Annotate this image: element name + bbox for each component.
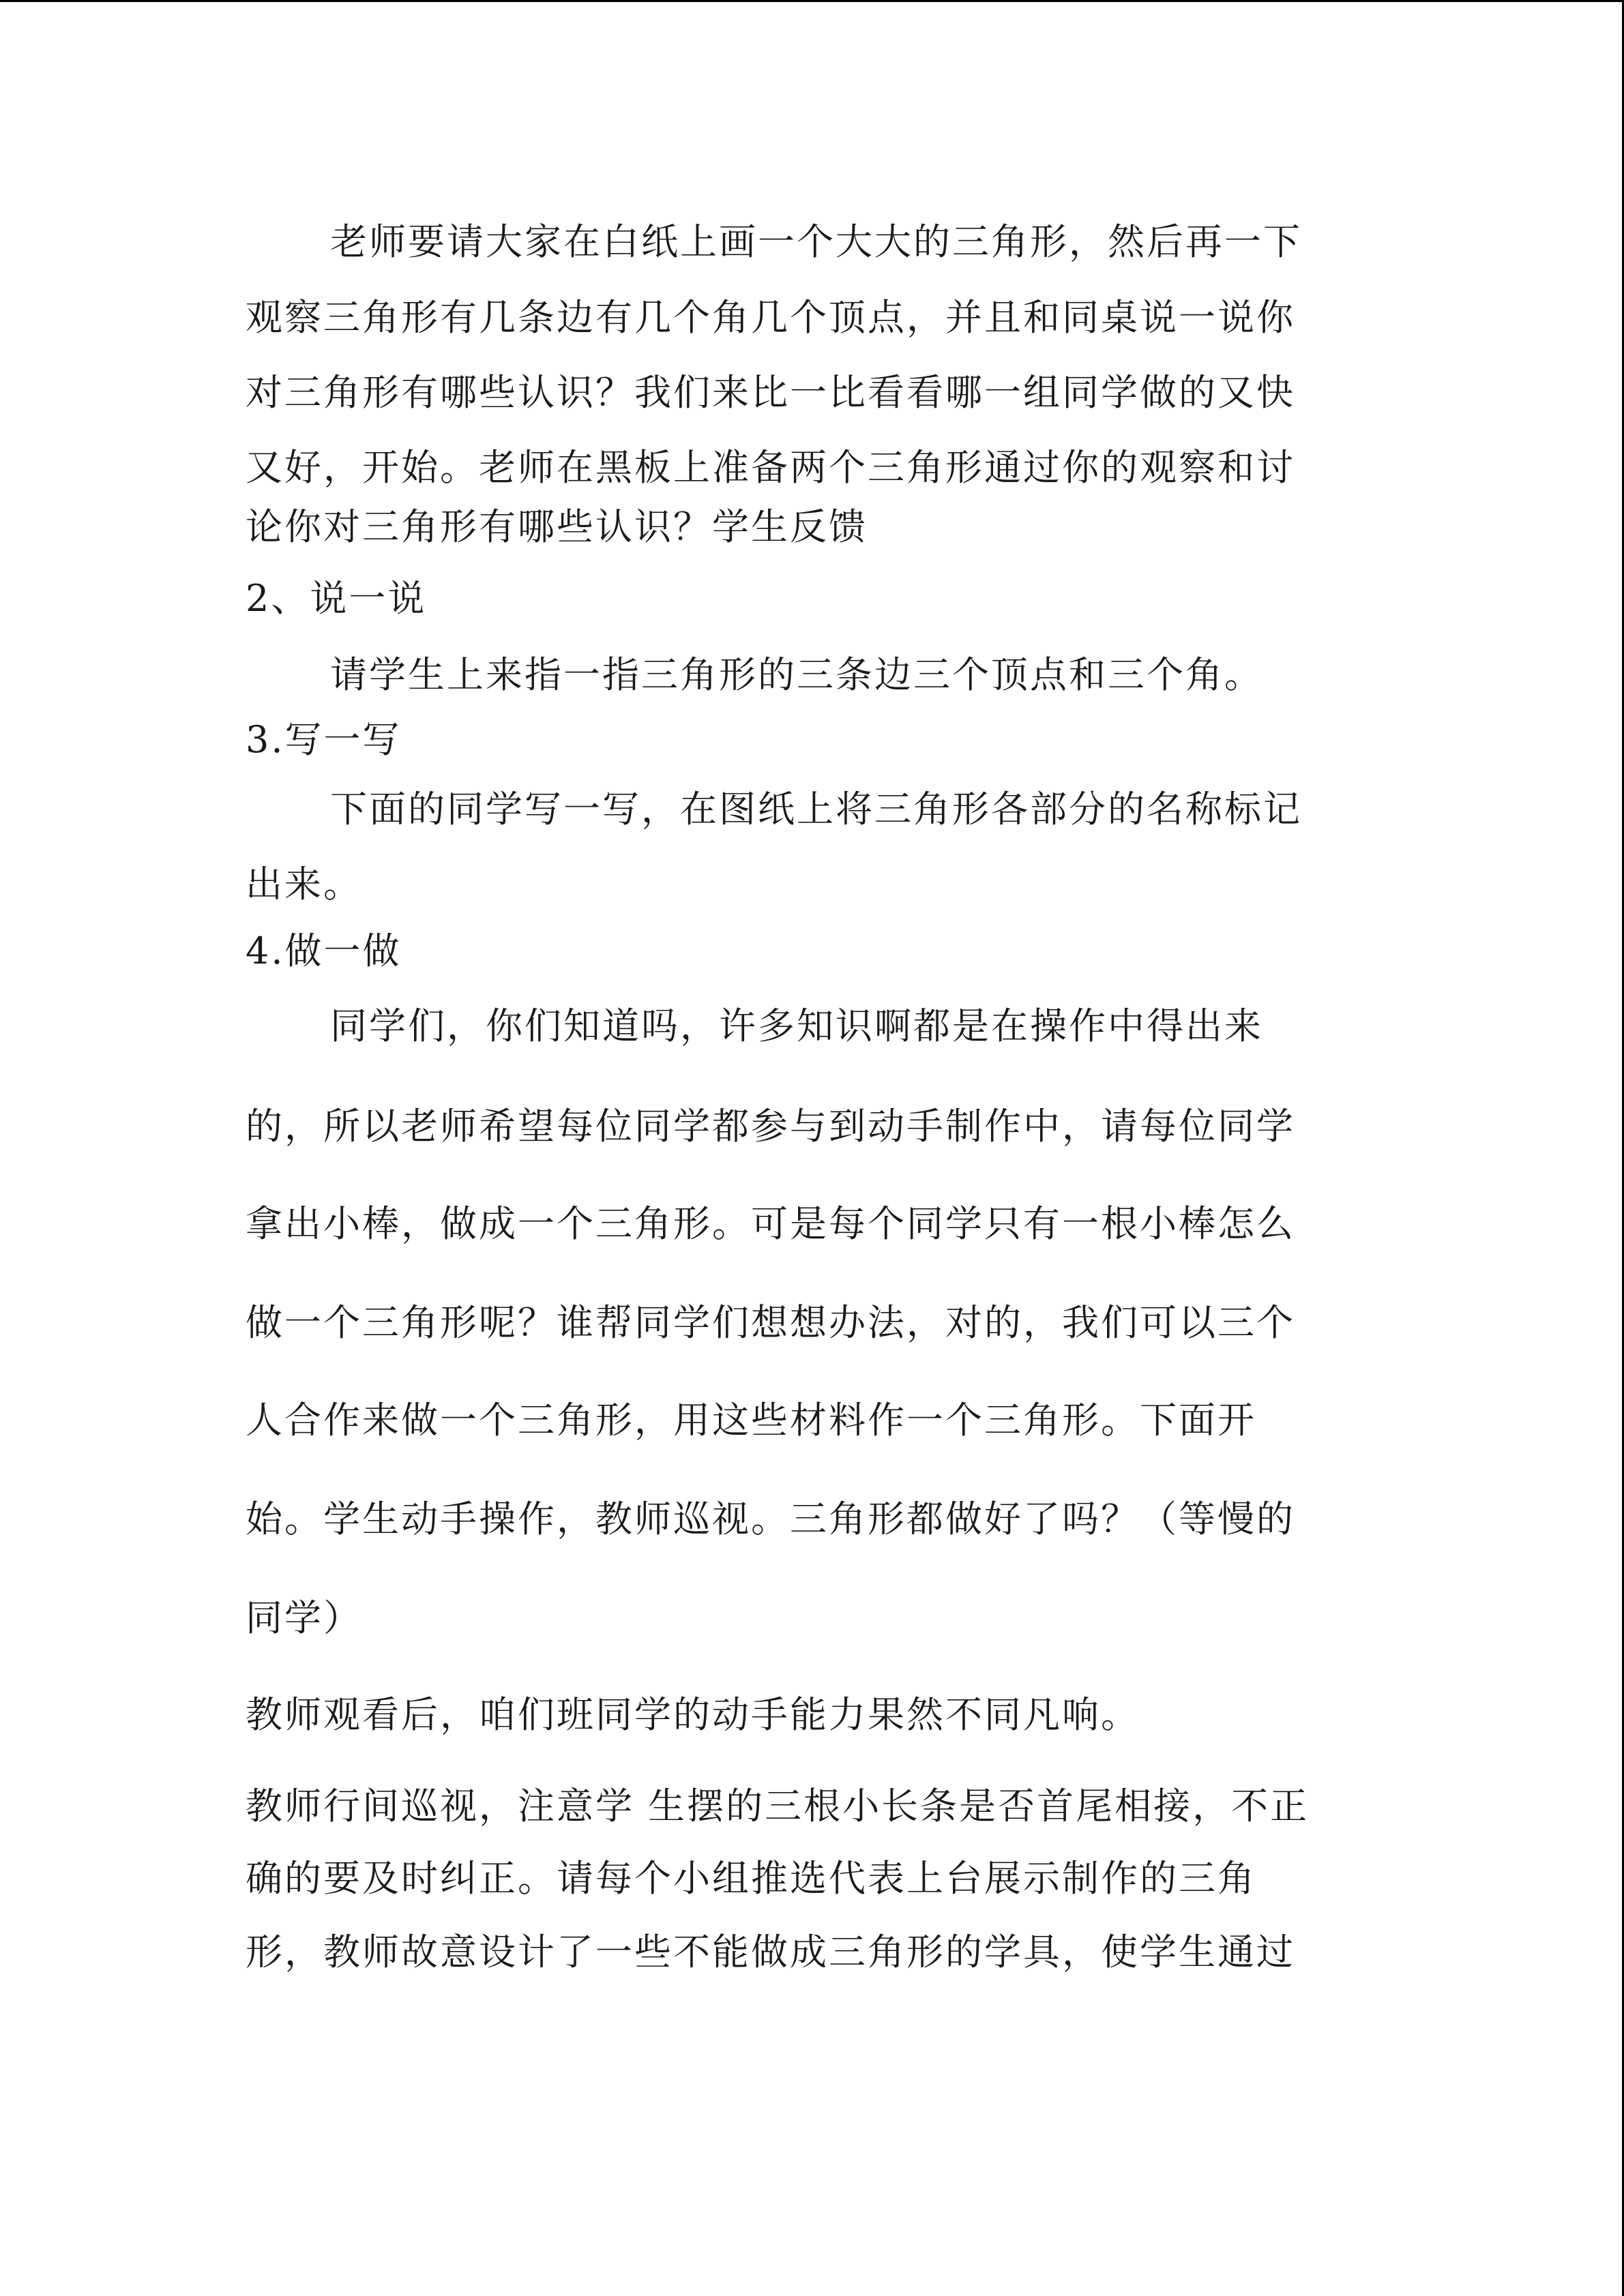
text-line: 做一个三角形呢？谁帮同学们想想办法，对的，我们可以三个 (246, 1301, 1295, 1344)
text-line: 教师行间巡视，注意学 生摆的三根小长条是否首尾相接，不正 (246, 1785, 1310, 1828)
section-heading: 2、说一说 (246, 577, 427, 620)
text-line: 对三角形有哪些认识？我们来比一比看看哪一组同学做的又快 (246, 371, 1295, 414)
text-line: 同学们，你们知道吗，许多知识啊都是在操作中得出来 (330, 1004, 1263, 1047)
text-line: 请学生上来指一指三角形的三条边三个顶点和三个角。 (330, 653, 1263, 696)
text-line: 又好，开始。老师在黑板上准备两个三角形通过你的观察和讨 (246, 446, 1295, 489)
text-line: 观察三角形有几条边有几个角几个顶点，并且和同桌说一说你 (246, 296, 1295, 339)
text-line: 确的要及时纠正。请每个小组推选代表上台展示制作的三角 (246, 1857, 1256, 1900)
text-line: 老师要请大家在白纸上画一个大大的三角形，然后再一下 (330, 220, 1302, 263)
text-line: 人合作来做一个三角形，用这些材料作一个三角形。下面开 (246, 1399, 1256, 1442)
text-line: 教师观看后，咱们班同学的动手能力果然不同凡响。 (246, 1693, 1140, 1736)
section-heading: 3.写一写 (246, 718, 402, 761)
text-line: 论你对三角形有哪些认识？学生反馈 (246, 505, 868, 548)
text-line: 出来。 (246, 863, 362, 906)
section-heading: 4.做一做 (246, 929, 402, 972)
text-line: 同学） (246, 1596, 362, 1639)
text-line: 拿出小棒，做成一个三角形。可是每个同学只有一根小棒怎么 (246, 1202, 1295, 1245)
text-line: 下面的同学写一写，在图纸上将三角形各部分的名称标记 (330, 788, 1302, 831)
text-line: 始。学生动手操作，教师巡视。三角形都做好了吗？（等慢的 (246, 1497, 1295, 1540)
text-line: 的，所以老师希望每位同学都参与到动手制作中，请每位同学 (246, 1105, 1295, 1148)
text-line: 形，教师故意设计了一些不能做成三角形的学具，使学生通过 (246, 1930, 1295, 1973)
